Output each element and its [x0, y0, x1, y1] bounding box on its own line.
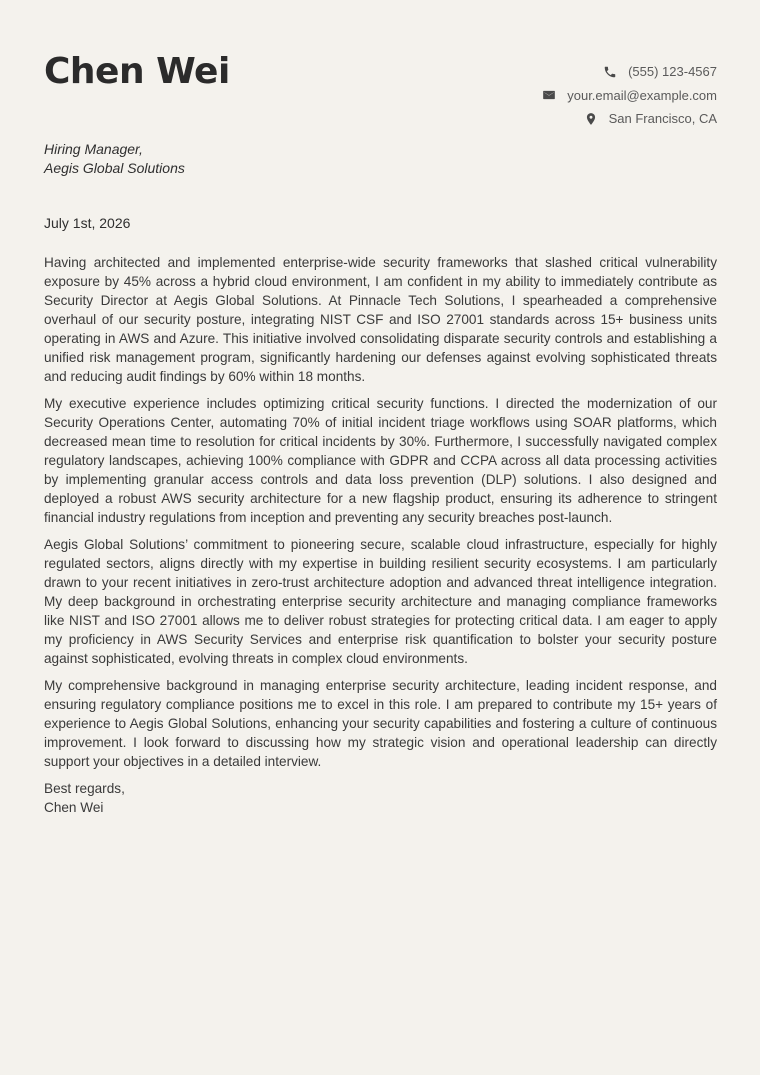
body-paragraph-4: My comprehensive background in managing enterprise security architecture, leading incident response, and ensuring regulatory compliance positions me to excel in this role. I am prepared to contribute my 15+ years of experience to Aegis Global Solutions, enhancing your security capabilities and fostering a culture of continuous improvement. I look forward to discussing how my strategic vision and operational leadership can directly support your objectives in a detailed interview. [44, 678, 717, 769]
phone-icon [602, 64, 618, 80]
location-text: San Francisco, CA [608, 111, 717, 127]
body-paragraph-3: Aegis Global Solutions’ commitment to pioneering secure, scalable cloud infrastructure, especially for highly regulated sectors, aligns directly with my expertise in building resilient security ecosystems. I am particularly drawn to your recent initiatives in zero-trust architecture adoption and advanced threat intelligence integration. My deep background in orchestrating enterprise security architecture and managing compliance frameworks like NIST and ISO 27001 allows me to deliver robust strategies for protecting critical data. I am eager to apply my proficiency in AWS Security Services and enterprise risk quantification to bolster your security posture against sophisticated, evolving threats in complex cloud environments. [44, 537, 717, 666]
applicant-name: Chen Wei [44, 51, 230, 92]
recipient-company: Aegis Global Solutions [44, 160, 185, 176]
closing-block [44, 779, 717, 817]
email-icon [541, 87, 557, 103]
contact-block [541, 60, 717, 131]
closing-signature: Chen Wei [44, 800, 104, 815]
body-paragraph-2: My executive experience includes optimizing critical security functions. I directed the modernization of our Security Operations Center, automating 70% of initial incident triage workflows using SOAR platforms, which decreased mean time to resolution for critical incidents by 30%. Furthermore, I successfully navigated complex regulatory landscapes, achieving 100% compliance with GDPR and CCPA across all data processing activities by implementing granular access controls and data loss prevention (DLP) solutions. I also designed and deployed a robust AWS security architecture for a new flagship product, ensuring its adherence to stringent financial industry regulations from inception and preventing any security breaches post-launch. [44, 396, 717, 525]
recipient-block [44, 140, 185, 178]
phone-text: (555) 123-4567 [628, 64, 717, 80]
location-icon [583, 111, 599, 127]
email-text: your.email@example.com [567, 87, 717, 103]
letter-header [44, 0, 717, 140]
cover-letter-page [44, 0, 717, 815]
letter-body [44, 253, 717, 817]
body-paragraph-1: Having architected and implemented enterprise-wide security frameworks that slashed critical vulnerability exposure by 45% across a hybrid cloud environment, I am confident in my ability to immediately contribute as Security Director at Aegis Global Solutions. At Pinnacle Tech Solutions, I spearheaded a comprehensive overhaul of our security posture, integrating NIST CSF and ISO 27001 standards across 15+ business units operating in AWS and Azure. This initiative involved consolidating disparate security controls and establishing a unified risk management program, significantly hardening our defenses against evolving sophisticated threats and reducing audit findings by 60% within 18 months. [44, 255, 717, 384]
contact-location [541, 107, 717, 131]
closing-salutation: Best regards, [44, 781, 125, 796]
letter-date: July 1st, 2026 [44, 215, 131, 231]
contact-email [541, 84, 717, 108]
contact-phone [541, 60, 717, 84]
recipient-title: Hiring Manager, [44, 141, 143, 157]
